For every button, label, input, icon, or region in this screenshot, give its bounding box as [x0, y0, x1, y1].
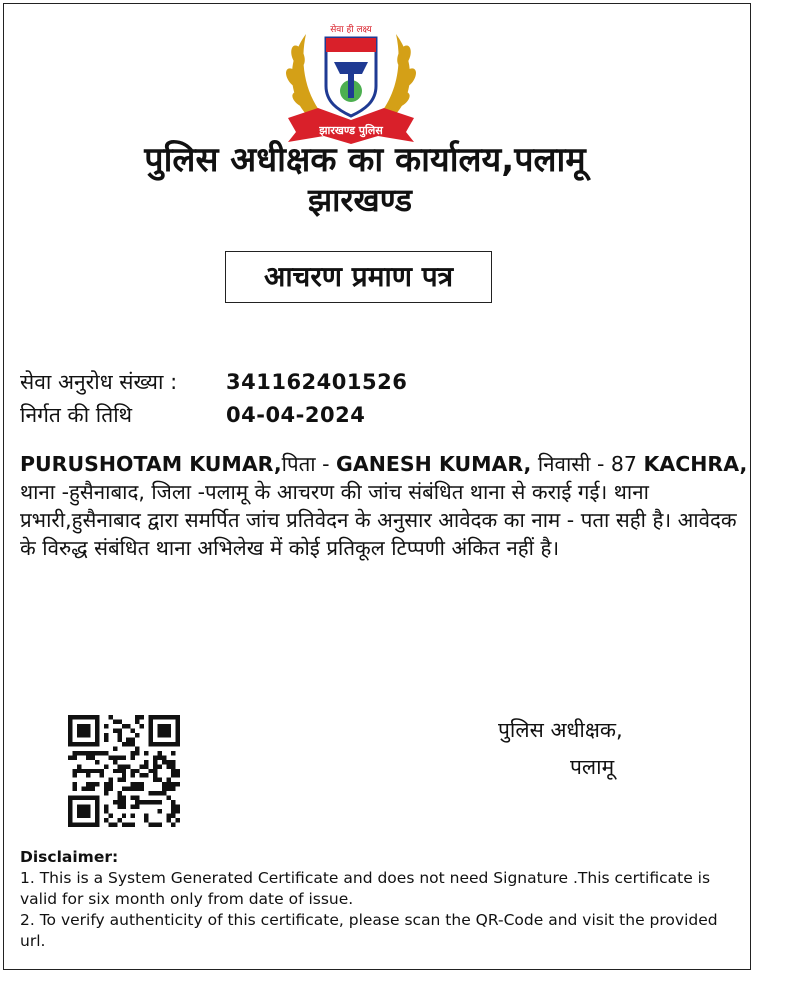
certificate-body — [20, 450, 750, 562]
qr-code[interactable] — [68, 715, 180, 827]
office-title: पुलिस अधीक्षक का कार्यालय,पलामू — [144, 140, 586, 180]
emblem-ribbon-text: झारखण्ड पुलिस — [319, 124, 383, 137]
issue-date-value: 04-04-2024 — [226, 403, 366, 427]
disclaimer — [20, 847, 720, 952]
request-number-value: 341162401526 — [226, 370, 408, 394]
disclaimer-line-1: 1. This is a System Generated Certificate and does not need Signature .This certificate is valid for six month only from date of issue. — [20, 869, 711, 908]
emblem-motto: सेवा ही लक्ष्य — [330, 25, 372, 35]
state-title: झारखण्ड — [307, 181, 413, 219]
signatory-designation: पुलिस अधीक्षक, — [498, 718, 623, 742]
issue-date-row — [20, 400, 365, 430]
village-name: KACHRA, — [643, 452, 748, 476]
signatory-place: पलामू — [570, 755, 615, 779]
disclaimer-line-2: 2. To verify authenticity of this certificate, please scan the QR-Code and visit the provided url. — [20, 911, 718, 950]
document-title: आचरण प्रमाण पत्र — [225, 251, 492, 303]
issue-date-label: निर्गत की तिथि — [20, 403, 133, 427]
father-name: GANESH KUMAR, — [336, 452, 532, 476]
request-number-label: सेवा अनुरोध संख्या : — [20, 370, 178, 394]
body-father-label: पिता - — [281, 452, 337, 476]
request-number-row — [20, 367, 407, 397]
jharkhand-police-emblem — [278, 16, 424, 144]
disclaimer-heading: Disclaimer: — [20, 848, 119, 866]
applicant-name: PURUSHOTAM KUMAR, — [20, 452, 282, 476]
body-statement: थाना -हुसैनाबाद, जिला -पलामू के आचरण की जांच संबंधित थाना से कराई गई। थाना प्रभारी,हुसैनाबाद द्वारा समर्पित जांच प्रतिवेदन के अनुसार आवेदक का नाम - पता सही है। आवेदक के विरुद्ध संबंधित थाना अभिलेख में कोई प्रतिकूल टिप्पणी अंकित नहीं है। — [20, 480, 737, 560]
body-address-label: निवासी - 87 — [531, 452, 644, 476]
